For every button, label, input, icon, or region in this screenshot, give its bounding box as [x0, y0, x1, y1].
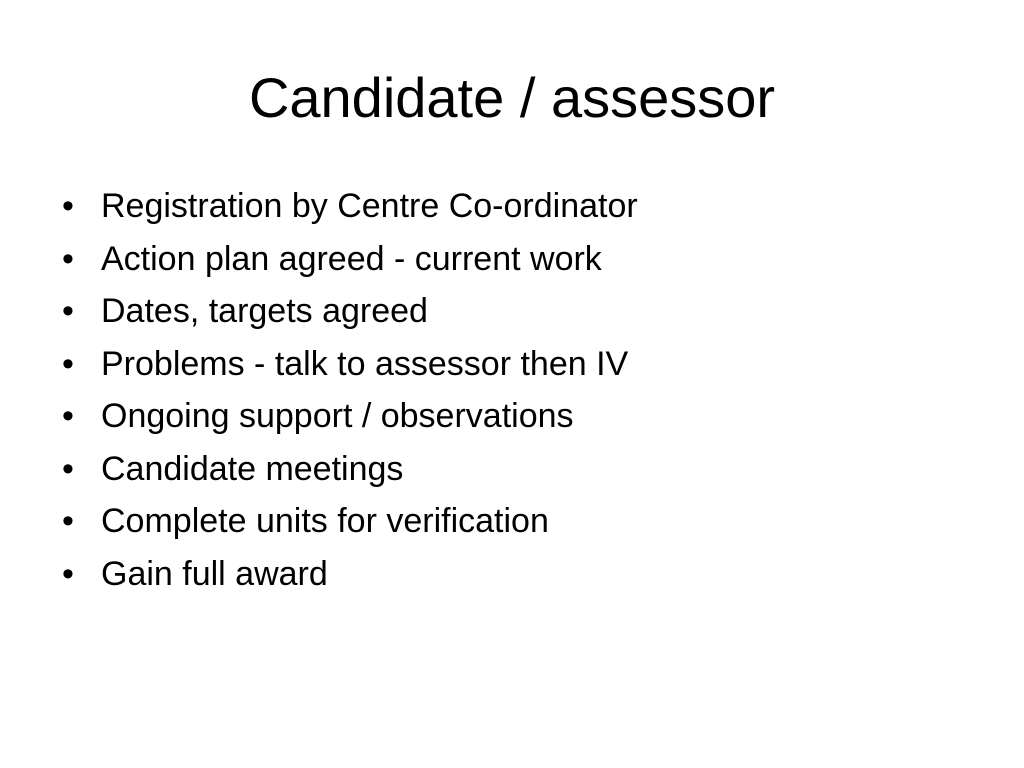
- bullet-text: Registration by Centre Co-ordinator: [101, 187, 638, 225]
- bullet-item: [58, 390, 638, 443]
- bullet-icon: •: [62, 502, 74, 540]
- bullet-icon: •: [62, 187, 74, 225]
- bullet-text: Dates, targets agreed: [101, 292, 428, 330]
- slide-title: Candidate / assessor: [248, 66, 776, 129]
- bullet-icon: •: [62, 554, 74, 593]
- bullet-text: Action plan agreed - current work: [101, 239, 602, 278]
- bullet-item: [58, 338, 638, 391]
- bullet-item: [58, 495, 638, 548]
- bullet-text: Problems - talk to assessor then IV: [101, 344, 629, 383]
- bullet-icon: •: [62, 239, 74, 278]
- bullet-item: [58, 233, 638, 286]
- bullet-icon: •: [62, 292, 74, 330]
- bullet-text: Candidate meetings: [101, 449, 404, 488]
- bullet-text: Ongoing support / observations: [101, 397, 574, 435]
- bullet-icon: •: [62, 449, 74, 488]
- bullet-text: Complete units for verification: [101, 502, 549, 540]
- bullet-item: [58, 443, 638, 496]
- bullet-item: [58, 285, 638, 338]
- bullet-item: [58, 180, 638, 233]
- bullet-item: [58, 548, 638, 601]
- bullet-icon: •: [62, 344, 74, 383]
- bullet-icon: •: [62, 397, 74, 435]
- bullet-list: [58, 180, 638, 600]
- bullet-text: Gain full award: [101, 554, 328, 593]
